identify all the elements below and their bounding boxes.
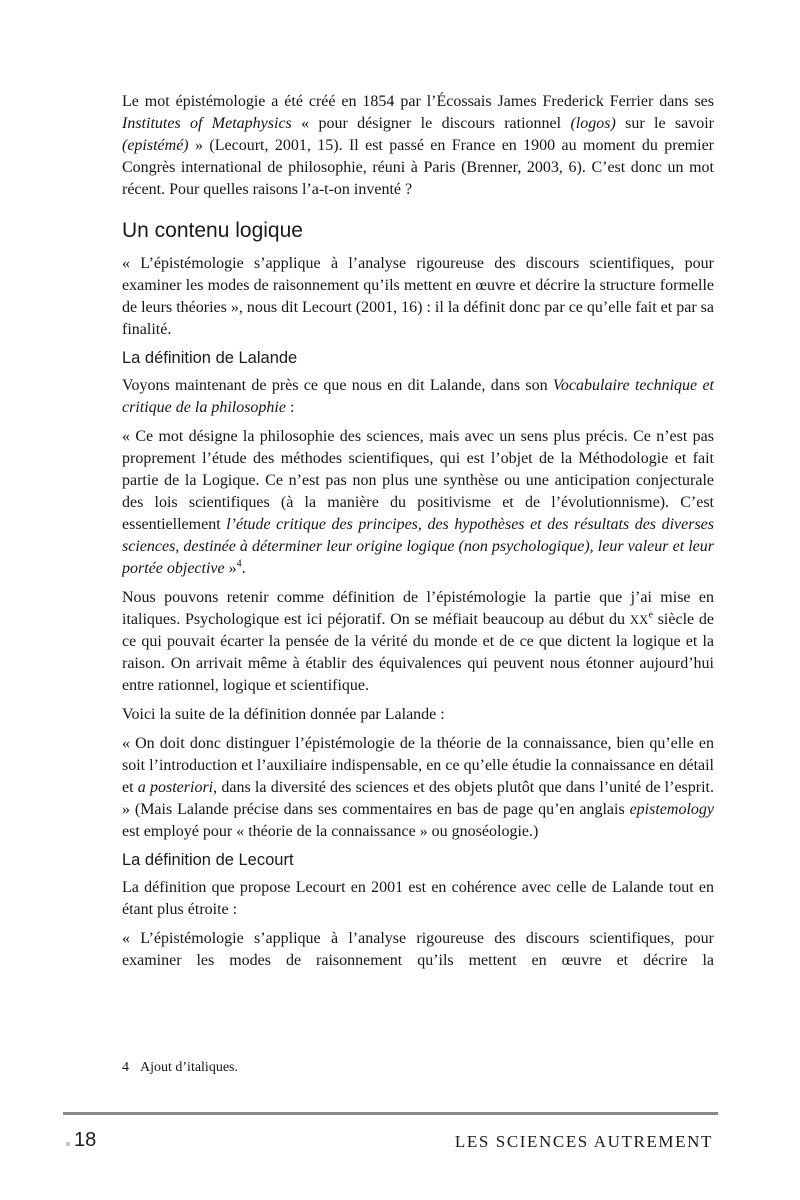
paragraph-lecourt-quote-1: « L’épistémologie s’applique à l’analyse rigoureuse des discours scientifiques, pour examiner les modes de raisonnement qu’ils mettent en œuvre et décrire la structure formelle de leurs théories », nous dit Lecourt (2001, 16) : il la définit donc par ce qu’elle fait et par sa finalité. xyxy=(122,255,714,338)
footer-rule xyxy=(63,1112,718,1115)
footnote xyxy=(122,1058,714,1077)
footnote-text: Ajout d’italiques. xyxy=(140,1060,238,1075)
paragraph-retenir: Nous pouvons retenir comme définition de l’épistémologie la partie que j’ai mise en italiques. Psychologique est ici péjoratif. On se méfiait beaucoup au début du XXe siècle de ce qui pouvait écarter la pensée de la vérité du monde et de ce que dictent la logique et la raison. On arrivait même à établir des équivalences qui peuvent nous étonner aujourd’hui entre rationnel, logique et scientifique. xyxy=(122,589,714,694)
subsection-heading-definition-lalande: La définition de Lalande xyxy=(122,349,298,367)
paragraph-lecourt-intro: La définition que propose Lecourt en 2001 est en cohérence avec celle de Lalande tout en étant plus étroite : xyxy=(122,879,714,918)
paragraph-voyons: Voyons maintenant de près ce que nous en dit Lalande, dans son Vocabulaire technique et critique de la philosophie : xyxy=(122,377,714,416)
running-footer-title: LES SCIENCES AUTREMENT xyxy=(454,1132,713,1151)
text-column xyxy=(122,91,714,979)
paragraph-lalande-quote-1: « Ce mot désigne la philosophie des sciences, mais avec un sens plus précis. Ce n’est pas proprement l’étude des méthodes scientifiques, qui est l’objet de la Méthodologie et fait partie de la Logique. Ce n’est pas non plus une synthèse ou une anticipation conjecturale des lois scientifiques (à la manière du positivisme et de l’évolutionnisme). C’est essentiellement l’étude critique des principes, des hypothèses et des résultats des diverses sciences, destinée à déterminer leur origine logique (non psychologique), leur valeur et leur portée objective »$^4$. xyxy=(122,428,714,577)
paragraph-voici: Voici la suite de la définition donnée par Lalande : xyxy=(122,706,445,723)
footer-dot xyxy=(66,1142,70,1146)
page-number: 18 xyxy=(74,1129,97,1151)
footnote-number: 4 xyxy=(122,1060,129,1075)
paragraph-lalande-quote-2: « On doit donc distinguer l’épistémologie de la théorie de la connaissance, bien qu’elle en soit l’introduction et l’auxiliaire indispensable, en ce qu’elle étudie la connaissance en détail et a posteriori, dans la diversité des sciences et des objets plutôt que dans l’unité de l’esprit. » (Mais Lalande précise dans ses commentaires en bas de page qu’en anglais epistemology est employé pour « théorie de la connaissance » ou gnoséologie.) xyxy=(122,735,715,840)
section-heading-contenu-logique: Un contenu logique xyxy=(122,219,303,242)
paragraph-lecourt-quote-2: « L’épistémologie s’applique à l’analyse rigoureuse des discours scientifiques, pour examiner les modes de raisonnement qu’ils mettent en œuvre et décrire la xyxy=(122,930,714,969)
paragraph-intro: Le mot épistémologie a été créé en 1854 par l’Écossais James Frederick Ferrier dans ses Institutes of Metaphysics « pour désigner le discours rationnel (logos) sur le savoir (epistémé) » (Lecourt, 2001, 15). Il est passé en France en 1900 au moment du premier Congrès international de philosophie, réuni à Paris (Brenner, 2003, 6). C’est donc un mot récent. Pour quelles raisons l’a-t-on inventé ? xyxy=(122,93,715,198)
subsection-heading-definition-lecourt: La définition de Lecourt xyxy=(122,851,294,869)
